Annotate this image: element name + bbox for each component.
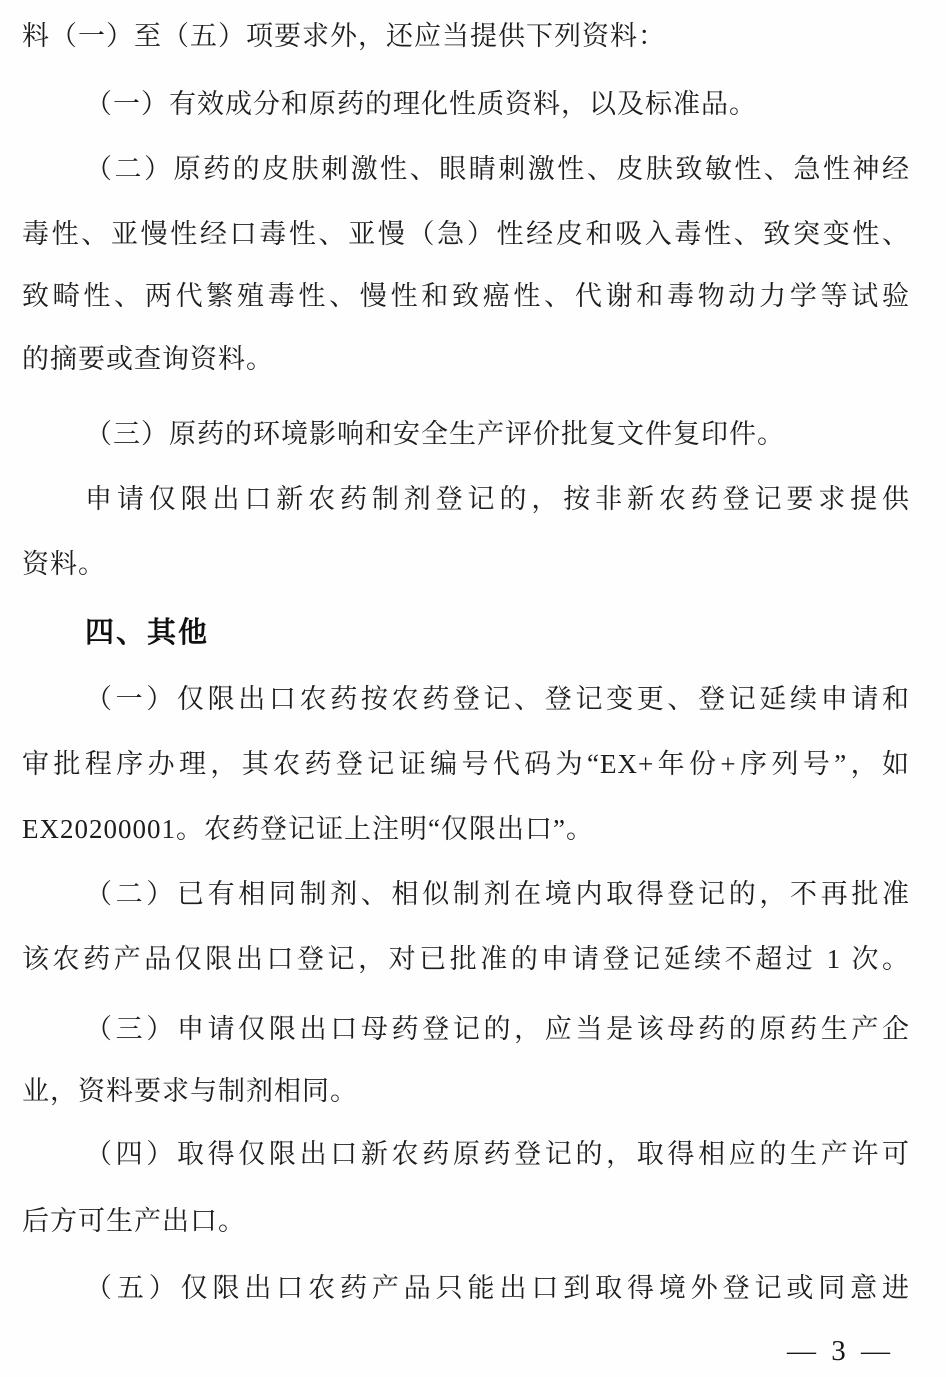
body-line: 后方可生产出口。 xyxy=(22,1206,246,1236)
body-line: 资料。 xyxy=(22,549,106,579)
body-line-item-3: （三）原药的环境影响和安全生产评价批复文件复印件。 xyxy=(85,419,785,449)
body-line-item-2-other: （二）已有相同制剂、相似制剂在境内取得登记的，不再批准 xyxy=(85,879,910,909)
body-line: 致畸性、两代繁殖毒性、慢性和致癌性、代谢和毒物动力学等试验 xyxy=(22,281,910,311)
body-line: 业，资料要求与制剂相同。 xyxy=(22,1076,358,1106)
body-line-item-1-other: （一）仅限出口农药按农药登记、登记变更、登记延续申请和 xyxy=(85,684,910,714)
body-line-item-2: （二）原药的皮肤刺激性、眼睛刺激性、皮肤致敏性、急性神经 xyxy=(85,154,910,184)
body-line: 的摘要或查询资料。 xyxy=(22,344,274,374)
body-line: 料（一）至（五）项要求外，还应当提供下列资料： xyxy=(22,21,666,51)
body-line-item-1: （一）有效成分和原药的理化性质资料，以及标准品。 xyxy=(85,89,757,119)
body-line: 审批程序办理，其农药登记证编号代码为“EX+年份+序列号”，如 xyxy=(22,749,910,779)
body-line: 申请仅限出口新农药制剂登记的，按非新农药登记要求提供 xyxy=(85,484,910,514)
body-line-item-5-other: （五）仅限出口农药产品只能出口到取得境外登记或同意进 xyxy=(85,1273,910,1303)
body-line: 毒性、亚慢性经口毒性、亚慢（急）性经皮和吸入毒性、致突变性、 xyxy=(22,219,910,249)
section-heading-other: 四、其他 xyxy=(85,617,210,649)
body-line-item-4-other: （四）取得仅限出口新农药原药登记的，取得相应的生产许可 xyxy=(85,1139,910,1169)
body-line: EX20200001。农药登记证上注明“仅限出口”。 xyxy=(22,814,594,844)
body-line: 该农药产品仅限出口登记，对已批准的申请登记延续不超过 1 次。 xyxy=(22,944,910,974)
body-line-item-3-other: （三）申请仅限出口母药登记的，应当是该母药的原药生产企 xyxy=(85,1014,910,1044)
page-number: — 3 — xyxy=(787,1335,894,1367)
